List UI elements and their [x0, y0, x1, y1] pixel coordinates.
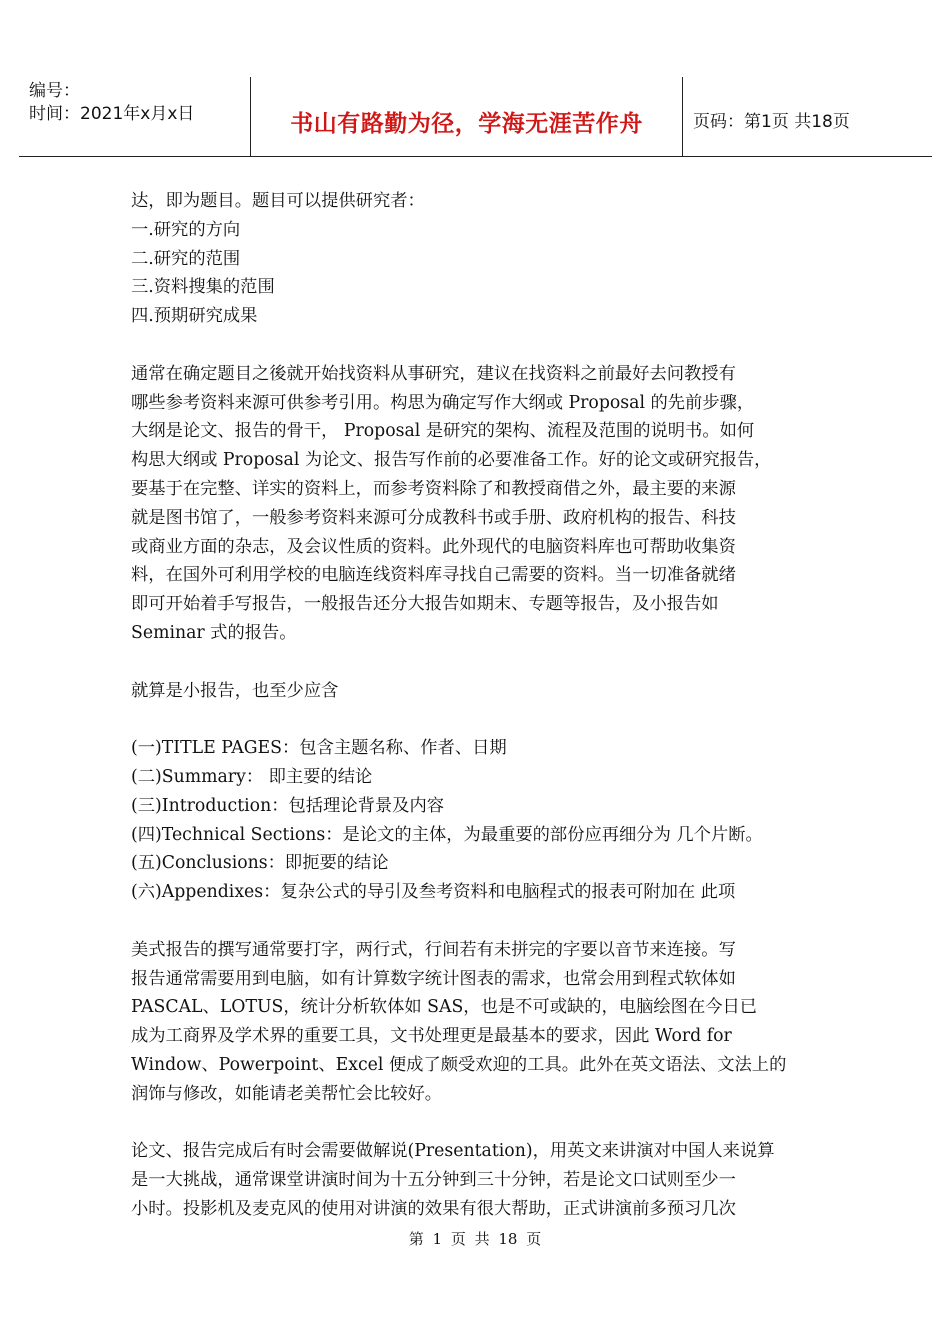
text-line: 论文、报告完成后有时会需要做解说(Presentation)，用英文来讲演对中国人来说算: [131, 1141, 775, 1162]
page-header: [19, 77, 932, 157]
text-line: 料，在国外可利用学校的电脑连线资料库寻找自己需要的资料。当一切准备就绪: [131, 565, 736, 586]
text-line: 即可开始着手写报告，一般报告还分大报告如期末、专题等报告，及小报告如: [131, 594, 719, 615]
text-line: 就是图书馆了，一般参考资料来源可分成教科书或手册、政府机构的报告、科技: [131, 507, 736, 528]
paragraph-gap: [131, 331, 831, 360]
text-line: (五)Conclusions：即扼要的结论: [131, 853, 389, 874]
text-line: 报告通常需要用到电脑，如有计算数字统计图表的需求，也常会用到程式软体如: [131, 968, 736, 989]
text-line: (三)Introduction：包括理论背景及内容: [131, 795, 445, 816]
text-line: 达，即为题目。题目可以提供研究者：: [131, 191, 425, 211]
paragraph-gap: [131, 648, 831, 677]
text-line: 就算是小报告，也至少应含: [131, 680, 339, 701]
paragraph-gap: [131, 1109, 831, 1138]
text-line: 大纲是论文、报告的骨干， Proposal 是研究的架构、流程及范围的说明书。如何: [131, 421, 755, 442]
text-line: 小时。投影机及麦克风的使用对讲演的效果有很大帮助，正式讲演前多预习几次: [131, 1198, 736, 1219]
text-line: (六)Appendixes：复杂公式的导引及叁考资料和电脑程式的报表可附加在 此项: [131, 882, 736, 903]
header-motto-cell: [251, 77, 683, 156]
paragraph-gap: [131, 705, 831, 734]
paragraph-gap: [131, 907, 831, 936]
doc-time-label: 时间：2021年x月x日: [29, 104, 195, 124]
document-body: [131, 187, 831, 1224]
text-line: 构思大纲或 Proposal 为论文、报告写作前的必要准备工作。好的论文或研究报告，: [131, 450, 772, 471]
text-line: 或商业方面的杂志，及会议性质的资料。此外现代的电脑资料库也可帮助收集资: [131, 536, 736, 557]
text-line: 四.预期研究成果: [131, 306, 258, 327]
page-footer: 第 1 页 共 18 页: [408, 1230, 542, 1248]
text-line: 通常在确定题目之後就开始找资料从事研究，建议在找资料之前最好去问教授有: [131, 363, 736, 384]
header-motto: 书山有路勤为径，学海无涯苦作舟: [290, 110, 643, 137]
header-page-info: 页码：第1页 共18页: [693, 112, 850, 132]
text-line: 一.研究的方向: [131, 219, 241, 240]
text-line: 要基于在完整、详实的资料上，而参考资料除了和教授商借之外，最主要的来源: [131, 478, 736, 499]
text-line: 是一大挑战，通常课堂讲演时间为十五分钟到三十分钟，若是论文口试则至少一: [131, 1170, 736, 1191]
text-line: 哪些参考资料来源可供参考引用。构思为确定写作大纲或 Proposal 的先前步骤，: [131, 392, 755, 413]
text-line: 二.研究的范围: [131, 248, 241, 269]
text-line: Seminar 式的报告。: [131, 622, 297, 643]
text-line: (二)Summary： 即主要的结论: [131, 766, 373, 787]
text-line: 成为工商界及学术界的重要工具，文书处理更是最基本的要求，因此 Word for: [131, 1026, 732, 1047]
header-meta: [19, 77, 251, 156]
text-line: 润饰与修改，如能请老美帮忙会比较好。: [131, 1083, 443, 1104]
doc-number-label: 编号：: [29, 81, 80, 101]
text-line: 美式报告的撰写通常要打字，两行式，行间若有未拼完的字要以音节来连接。写: [131, 939, 736, 960]
text-line: Window、Powerpoint、Excel 便成了颇受欢迎的工具。此外在英文语法、文法上的: [131, 1054, 787, 1075]
text-line: (一)TITLE PAGES：包含主题名称、作者、日期: [131, 738, 507, 759]
text-line: PASCAL、LOTUS，统计分析软体如 SAS，也是不可或缺的，电脑绘图在今日已: [131, 997, 758, 1018]
text-line: 三.资料搜集的范围: [131, 277, 275, 298]
text-line: (四)Technical Sections：是论文的主体，为最重要的部份应再细分为 几个片断。: [131, 824, 763, 845]
